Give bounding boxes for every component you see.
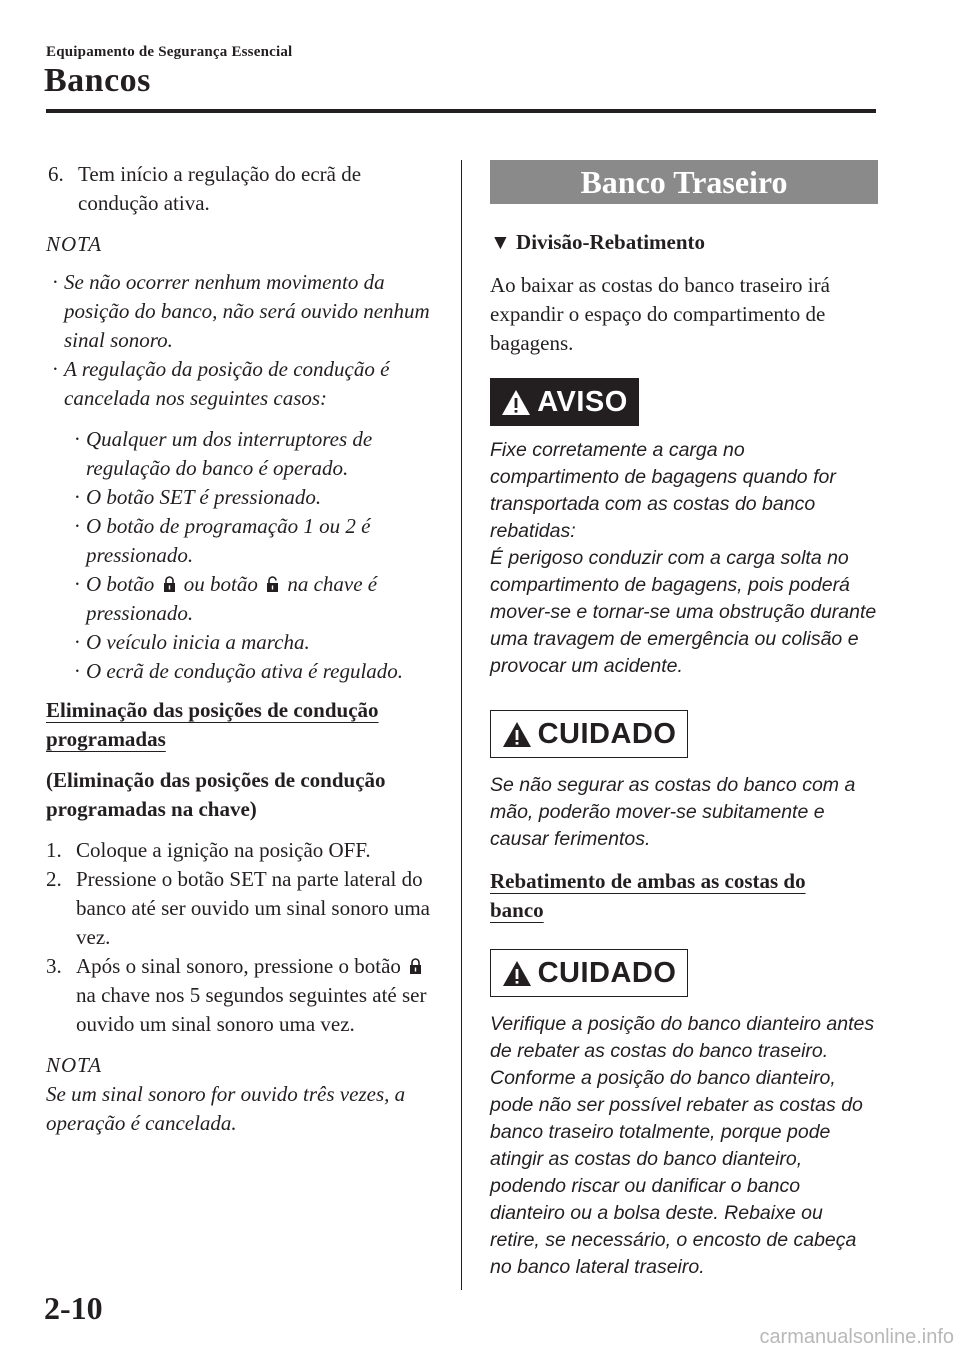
aviso-badge: AVISO (490, 378, 639, 426)
section-banner: Banco Traseiro (490, 160, 878, 204)
aviso-text: Fixe corretamente a carga no compartimento de bagagens quando for transportada com as costas do banco rebatidas: É perigoso conduzir com a carga solta no compartimento de bagagens, pois poderá mover-se e tornar-se uma obstrução durante uma travagem de emergência ou colisão e provocar um acidente. (490, 439, 877, 677)
triangle-bullet-icon: ▼ (490, 230, 511, 254)
lock-icon (163, 576, 176, 592)
nota-sub-bullet: · O botão ou botão na chave é pressionado. (74, 572, 378, 625)
subheading-chave: (Eliminação das posições de condução programadas na chave) (46, 768, 386, 821)
right-column (490, 160, 878, 1281)
page-title: Bancos (44, 62, 151, 99)
step-item: 2. Pressione o botão SET na parte lateral do banco até ser ouvido um sinal sonoro uma vez. (46, 867, 431, 949)
nota-sub-bullet: · O ecrã de condução ativa é regulado. (74, 659, 404, 683)
nota-label: NOTA (46, 1053, 103, 1077)
nota-sub-bullet: · O botão de programação 1 ou 2 é pressionado. (74, 514, 371, 567)
warning-triangle-icon (502, 721, 532, 748)
nota-sub-bullet: · Qualquer um dos interruptores de regulação do banco é operado. (74, 427, 373, 480)
step-number: 6. (48, 162, 64, 186)
nota-label: NOTA (46, 232, 103, 256)
nota-sub-bullet: · O veículo inicia a marcha. (74, 630, 310, 654)
heading-rebatimento: Rebatimento de ambas as costas do banco (490, 869, 806, 922)
left-column (46, 160, 444, 1138)
cuidado-text: Verifique a posição do banco dianteiro antes de rebater as costas do banco traseiro. Conforme a posição do banco dianteiro, pode não ser possível rebater as costas do banco traseiro totalmente, porque pode atingir as costas do banco dianteiro, podendo riscar ou danificar o banco dianteiro ou a bolsa deste. Rebaixe ou retire, se necessário, o encosto de cabeça no banco lateral traseiro. (490, 1013, 875, 1278)
nota-bullet: · Se não ocorrer nenhum movimento da posição do banco, não será ouvido nenhum sinal sonoro. (52, 270, 430, 352)
subsection-heading: ▼ Divisão-Rebatimento (490, 230, 706, 254)
step-item: 3. Após o sinal sonoro, pressione o botão na chave nos 5 segundos seguintes até ser ouvido um sinal sonoro uma vez. (46, 954, 427, 1036)
warning-triangle-icon (502, 960, 532, 987)
step-item: 1. Coloque a ignição na posição OFF. (46, 838, 371, 862)
unlock-icon (266, 576, 279, 592)
warning-triangle-icon (501, 389, 531, 416)
nota-bullet: · A regulação da posição de condução é cancelada nos seguintes casos: (52, 357, 390, 410)
column-divider (461, 160, 462, 1290)
cuidado-badge: CUIDADO (490, 710, 688, 758)
section-label: Equipamento de Segurança Essencial (46, 44, 293, 60)
cuidado-badge: CUIDADO (490, 949, 688, 997)
watermark: carmanualsonline.info (759, 1326, 954, 1348)
intro-text: Ao baixar as costas do banco traseiro irá expandir o espaço do compartimento de bagagens. (490, 273, 830, 355)
cuidado-text: Se não segurar as costas do banco com a mão, poderão mover-se subitamente e causar ferimentos. (490, 774, 856, 850)
nota-text: Se um sinal sonoro for ouvido três vezes, a operação é cancelada. (46, 1082, 406, 1135)
title-rule (46, 109, 876, 113)
nota-sub-bullet: · O botão SET é pressionado. (74, 485, 322, 509)
page-number: 2-10 (44, 1290, 103, 1326)
lock-icon (409, 958, 422, 974)
heading-eliminacao: Eliminação das posições de condução programadas (46, 698, 379, 751)
step-text: Tem início a regulação do ecrã de condução ativa. (78, 162, 362, 215)
step-6 (46, 160, 444, 218)
steps-list (46, 836, 444, 1039)
